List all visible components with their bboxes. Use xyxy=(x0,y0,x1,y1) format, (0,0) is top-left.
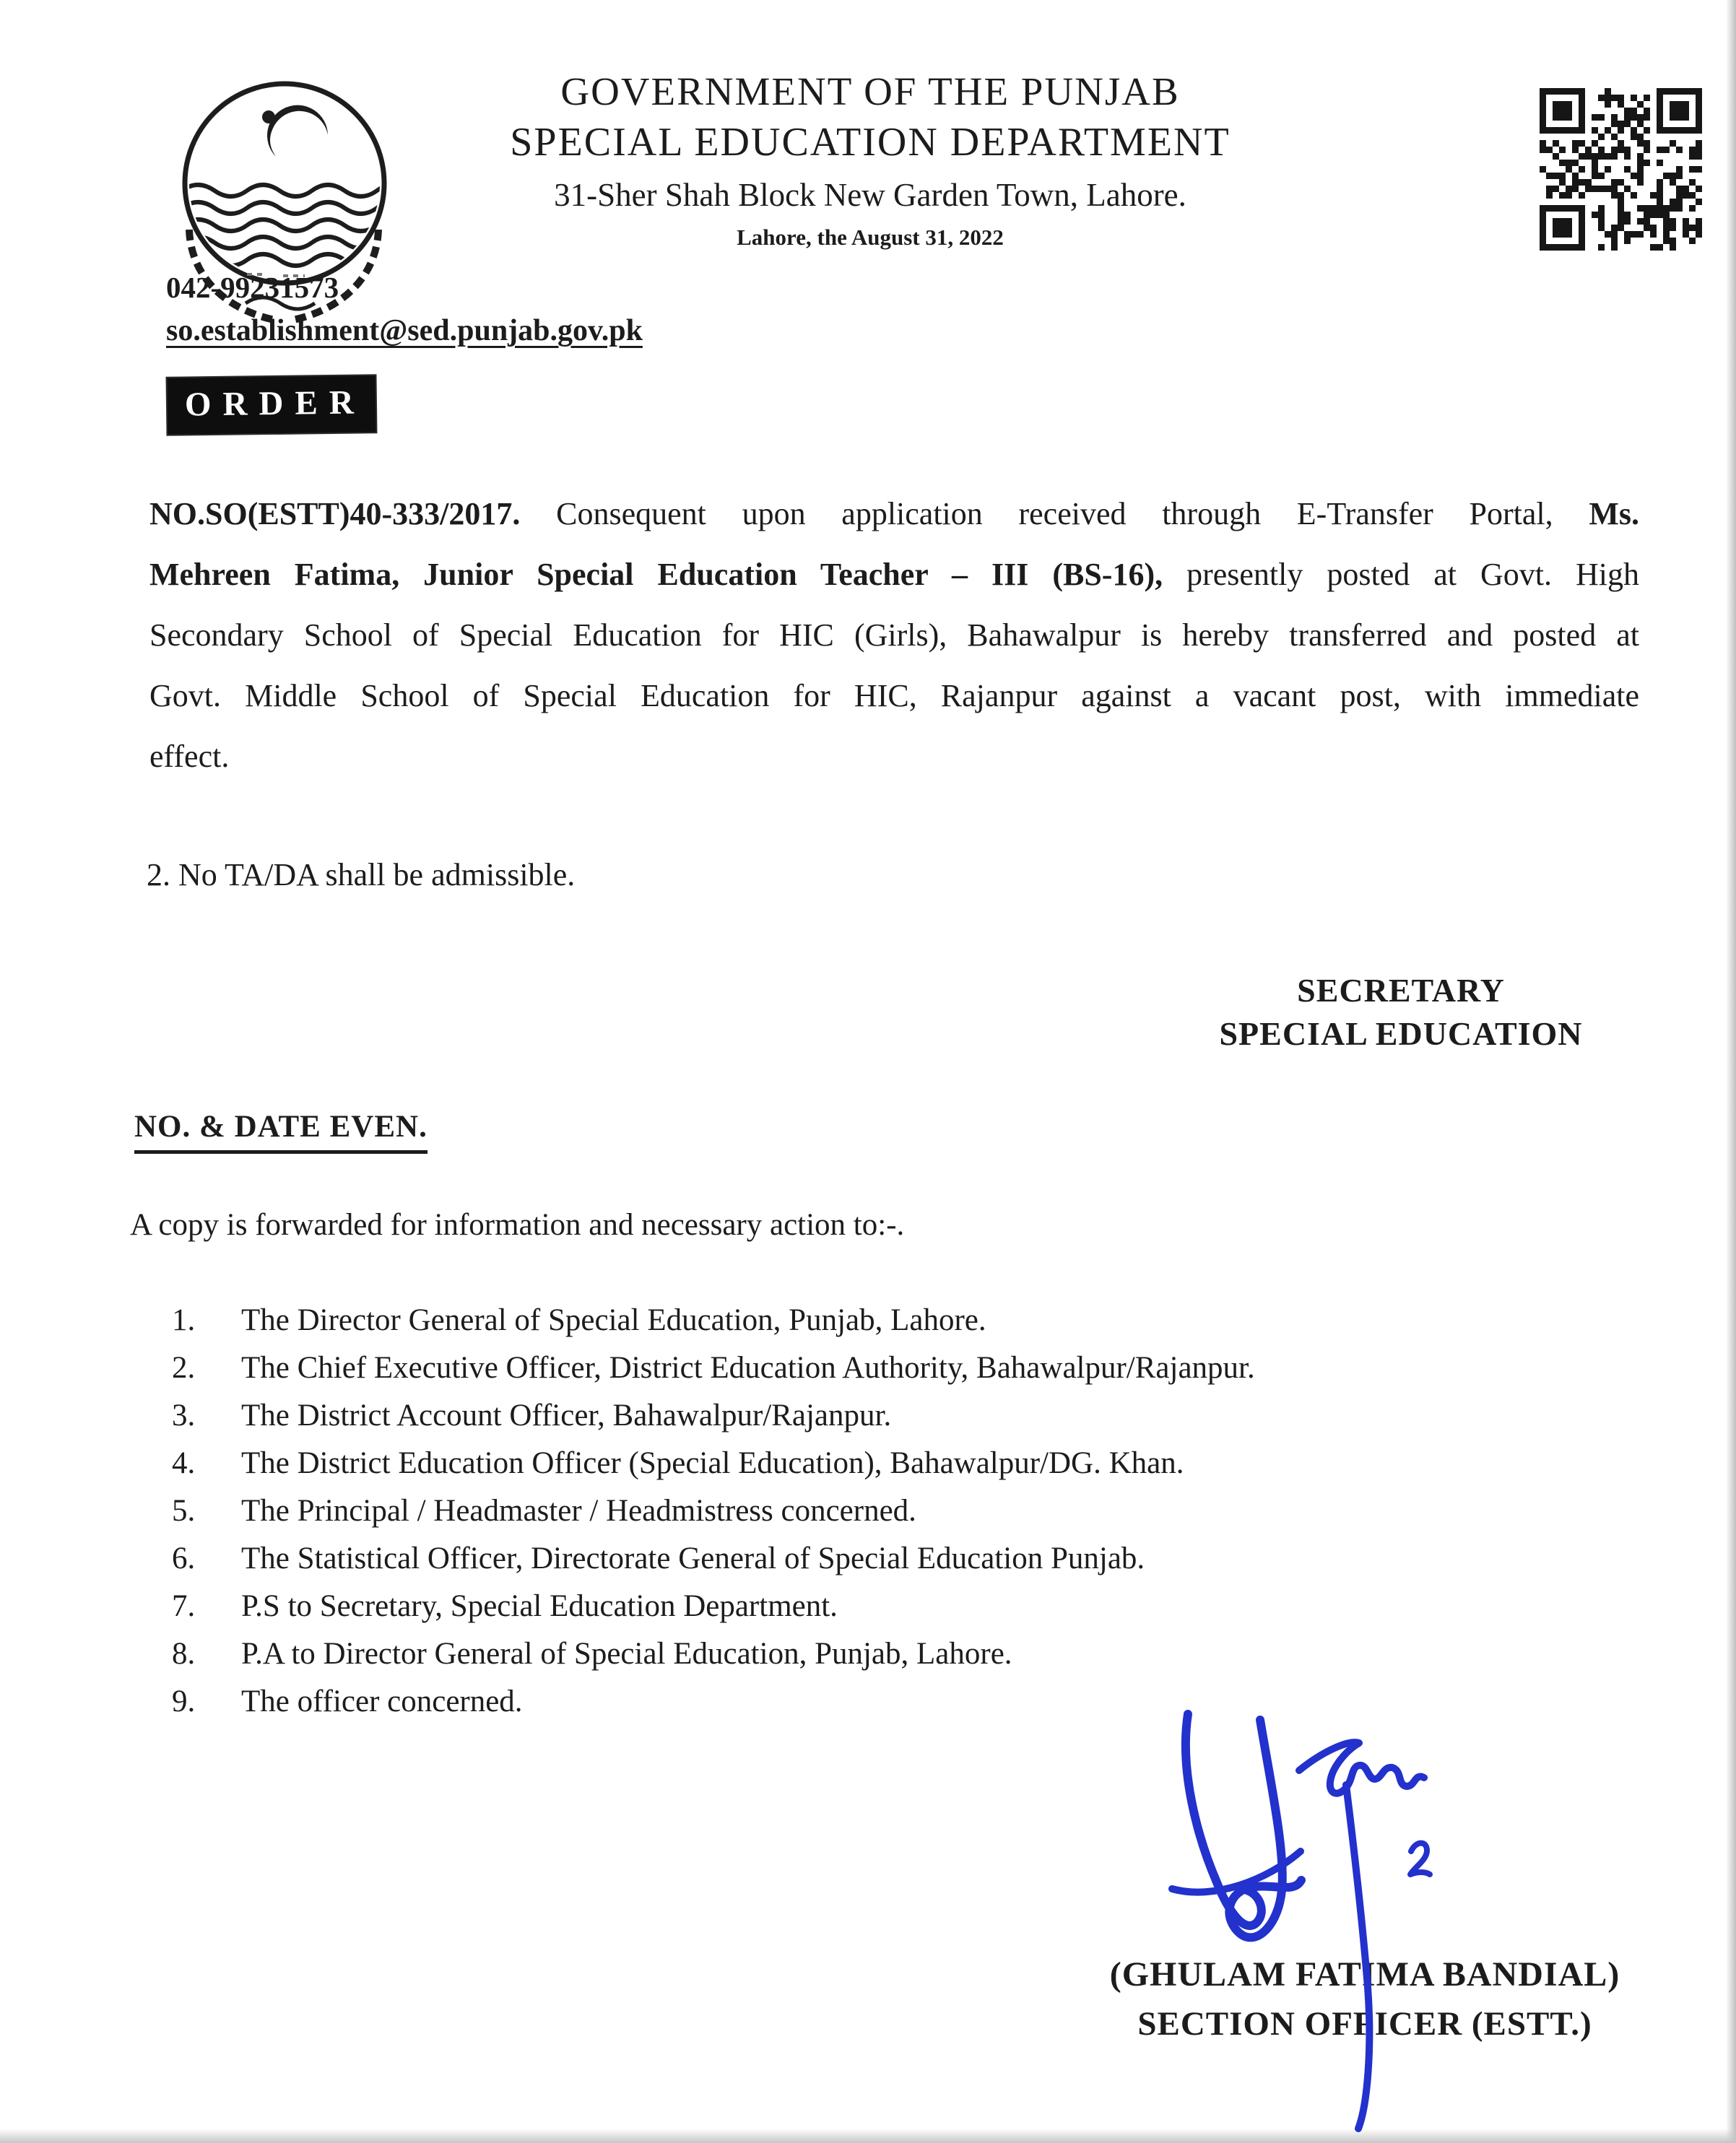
order-heading-badge: ORDER xyxy=(168,375,376,435)
department-title: SPECIAL EDUCATION DEPARTMENT xyxy=(510,120,1231,165)
handwritten-signature-ink xyxy=(1129,1698,1454,2139)
qr-code-icon xyxy=(1529,78,1714,263)
list-item xyxy=(172,1583,1616,1630)
bold-text-run: Ms. Mehreen Fatima, Junior Special Education Teacher – III (BS-16), xyxy=(149,496,1639,592)
list-item-text: The Chief Executive Officer, District Education Authority, Bahawalpur/Rajanpur. xyxy=(241,1351,1255,1385)
signatory-line1: SECRETARY xyxy=(1297,972,1505,1009)
list-item-text: The District Account Officer, Bahawalpur/Rajanpur. xyxy=(241,1399,892,1433)
list-item xyxy=(172,1297,1616,1344)
phone-number: 042-99231573 xyxy=(166,271,339,304)
forwarding-note: A copy is forwarded for information and necessary action to:-. xyxy=(130,1208,905,1242)
list-item-text: The Statistical Officer, Directorate General of Special Education Punjab. xyxy=(241,1542,1145,1575)
list-item-number: 4. xyxy=(172,1446,196,1480)
bold-text-run: NO.SO(ESTT)40-333/2017. xyxy=(149,496,521,531)
list-item xyxy=(172,1440,1616,1487)
dateline: Lahore, the August 31, 2022 xyxy=(737,225,1004,250)
list-item-text: P.A to Director General of Special Education, Punjab, Lahore. xyxy=(241,1637,1012,1671)
scan-edge-artifact xyxy=(0,2129,1736,2143)
clause-2-tada: 2. No TA/DA shall be admissible. xyxy=(147,857,576,892)
list-item-number: 7. xyxy=(172,1589,196,1623)
officer-title: SECTION OFFICER (ESTT.) xyxy=(1137,2005,1592,2043)
order-body-paragraph xyxy=(149,484,1639,787)
scan-edge-artifact xyxy=(1726,0,1736,2143)
department-address: 31-Sher Shah Block New Garden Town, Lahore. xyxy=(554,177,1186,213)
email-address: so.establishment@sed.punjab.gov.pk xyxy=(166,314,643,347)
list-item-number: 1. xyxy=(172,1303,196,1337)
list-item xyxy=(172,1392,1616,1440)
no-date-even-heading: NO. & DATE EVEN. xyxy=(134,1109,428,1154)
list-item-text: The Director General of Special Education, Punjab, Lahore. xyxy=(241,1303,986,1337)
list-item-text: The officer concerned. xyxy=(241,1685,523,1718)
list-item-number: 6. xyxy=(172,1542,196,1575)
list-item-number: 3. xyxy=(172,1399,196,1433)
list-item-number: 2. xyxy=(172,1351,196,1385)
list-item xyxy=(172,1487,1616,1535)
list-item-text: The District Education Officer (Special Education), Bahawalpur/DG. Khan. xyxy=(241,1446,1184,1480)
text-run: Consequent upon application received through E-Transfer Portal, xyxy=(520,496,1589,531)
list-item-number: 5. xyxy=(172,1494,196,1528)
officer-name: (GHULAM FATIMA BANDIAL) xyxy=(1109,1955,1620,1994)
signatory-line2: SPECIAL EDUCATION xyxy=(1219,1015,1583,1052)
text-run: presently posted at Govt. High Secondary School of Special Education for HIC (Girls), Bahawalpur is hereby transferred and posted at Govt. Middle School of Special Education for HIC, Rajanpur against a vacant post, with immediate effect. xyxy=(149,557,1639,774)
list-item xyxy=(172,1535,1616,1583)
signatory-designation xyxy=(1148,969,1654,1056)
list-item xyxy=(172,1630,1616,1678)
list-item-text: The Principal / Headmaster / Headmistress concerned. xyxy=(241,1494,916,1528)
list-item xyxy=(172,1344,1616,1392)
letterhead xyxy=(361,71,1379,250)
government-title: GOVERNMENT OF THE PUNJAB xyxy=(560,69,1180,113)
list-item-number: 8. xyxy=(172,1637,196,1671)
list-item-text: P.S to Secretary, Special Education Department. xyxy=(241,1589,838,1623)
list-item-number: 9. xyxy=(172,1685,196,1718)
distribution-list xyxy=(172,1297,1616,1726)
